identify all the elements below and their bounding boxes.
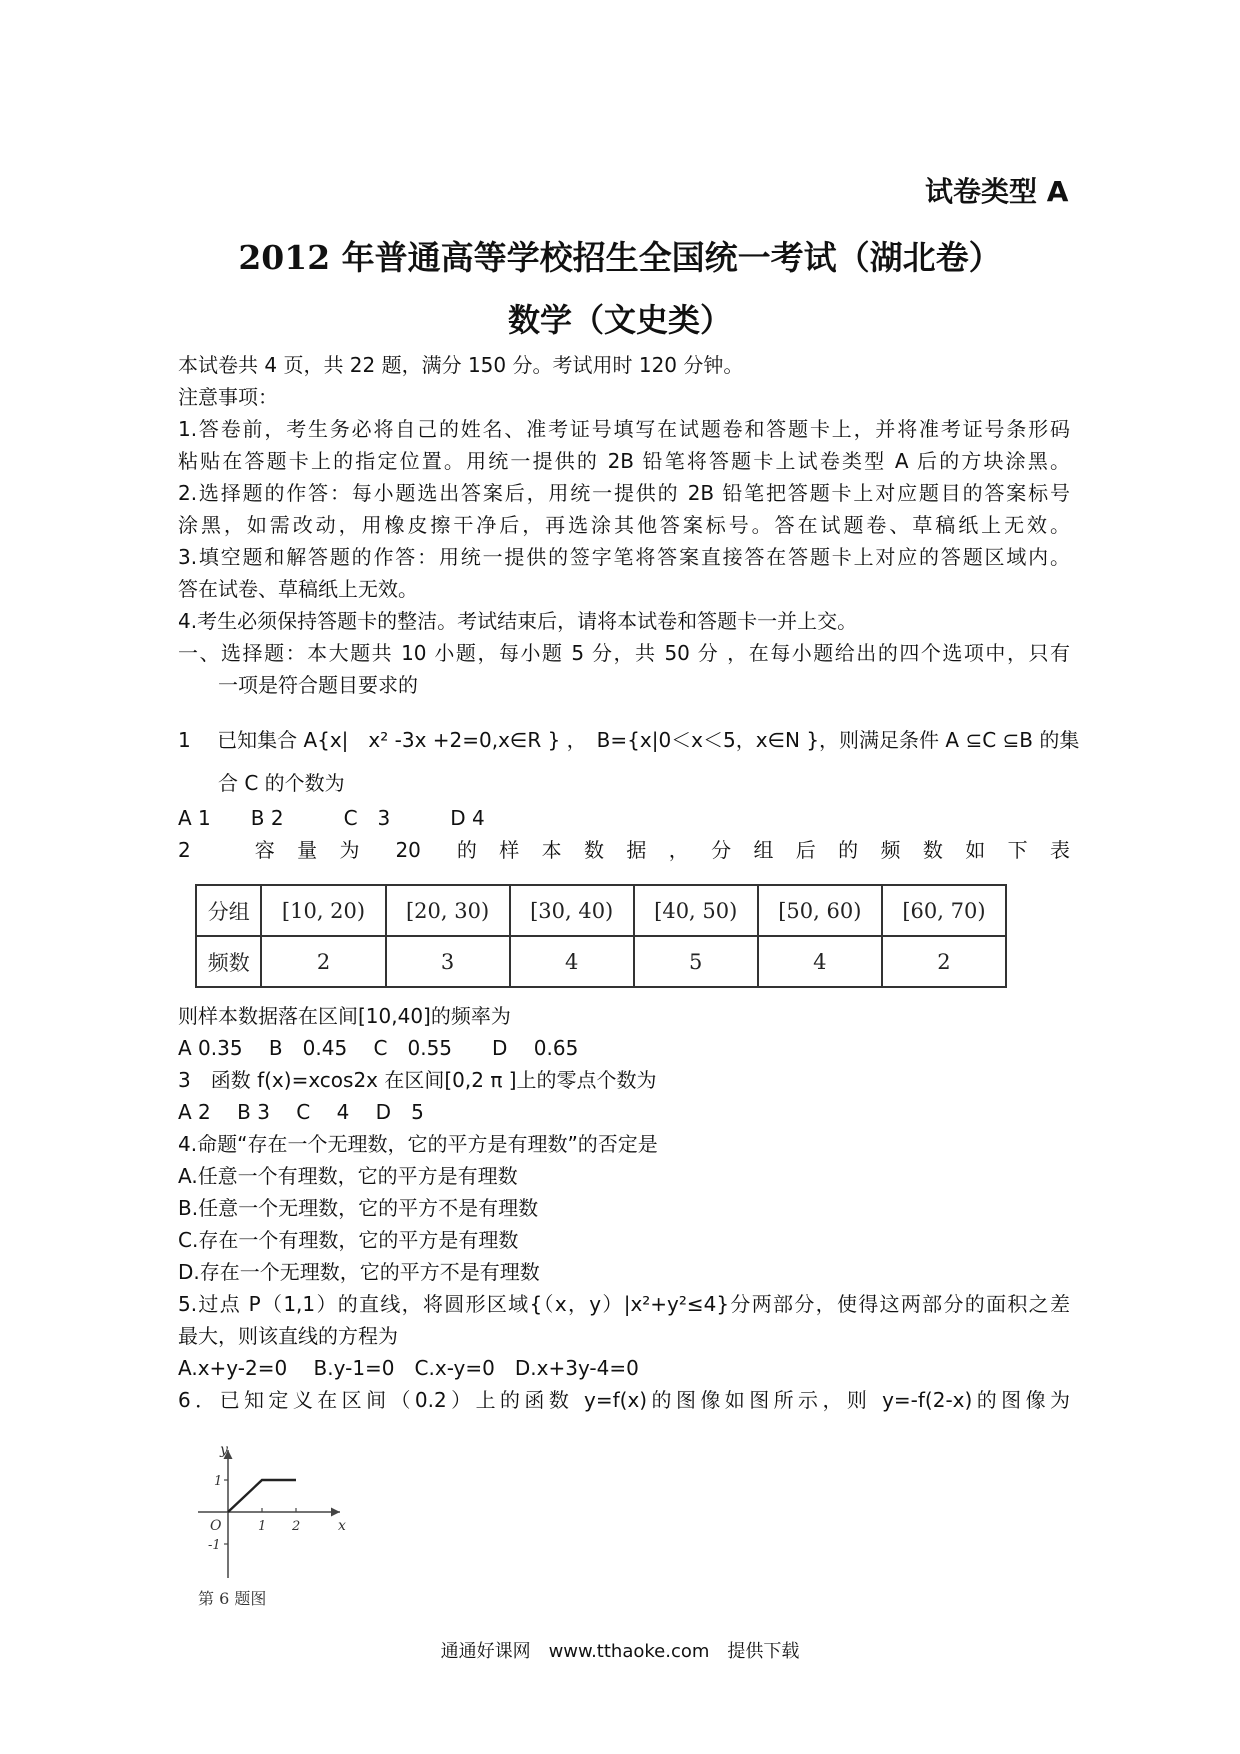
- notice-line: 2.选择题的作答：每小题选出答案后，用统一提供的 2B 铅笔把答题卡上对应题目的答案标号: [178, 481, 1070, 505]
- table-cell: 2: [261, 936, 385, 987]
- question-1-text-cont: 合 C 的个数为: [218, 771, 345, 795]
- table-cell: [30, 40): [510, 885, 634, 936]
- function-line: [228, 1480, 296, 1512]
- exam-title: 2012 年普通高等学校招生全国统一考试（湖北卷）: [238, 238, 1002, 277]
- frequency-table: [195, 884, 1007, 988]
- table-row: [196, 885, 1006, 936]
- notice-line: 4.考生必须保持答题卡的整洁。考试结束后，请将本试卷和答题卡一并上交。: [178, 609, 858, 633]
- question-4-option: A.任意一个有理数，它的平方是有理数: [178, 1164, 518, 1188]
- question-5-text-cont: 最大，则该直线的方程为: [178, 1324, 398, 1348]
- question-2-prompt: 则样本数据落在区间[10,40]的频率为: [178, 1004, 511, 1028]
- question-5-options: A.x+y-2=0 B.y-1=0 C.x-y=0 D.x+3y-4=0: [178, 1356, 639, 1380]
- table-cell: 2: [882, 936, 1006, 987]
- question-6-text: 6．已知定义在区间（0.2）上的函数 y=f(x)的图像如图所示，则 y=-f(2-x)的图像为: [178, 1388, 1070, 1412]
- x-tick-label: 2: [292, 1519, 301, 1534]
- table-cell: 4: [758, 936, 882, 987]
- footer-credit: 通通好课网 www.tthaoke.com 提供下载: [440, 1641, 800, 1662]
- notice-line: 3.填空题和解答题的作答：用统一提供的签字笔将答案直接答在答题卡上对应的答题区域内。: [178, 545, 1070, 569]
- question-2-options: A 0.35 B 0.45 C 0.55 D 0.65: [178, 1036, 579, 1060]
- notice-line: 粘贴在答题卡上的指定位置。用统一提供的 2B 铅笔将答题卡上试卷类型 A 后的方块涂黑。: [178, 449, 1070, 473]
- table-cell: [20, 30): [386, 885, 510, 936]
- question-4-option: D.存在一个无理数，它的平方不是有理数: [178, 1260, 540, 1284]
- notice-heading: 注意事项：: [178, 385, 278, 409]
- table-cell: 5: [634, 936, 758, 987]
- exam-summary: 本试卷共 4 页，共 22 题，满分 150 分。考试用时 120 分钟。: [178, 353, 744, 377]
- table-row: [196, 936, 1006, 987]
- origin-label: O: [210, 1518, 222, 1534]
- question-1-text: 1 已知集合 A{x| x² -3x +2=0,x∈R } ， B={x|0＜x＜5，x∈N }，则满足条件 A ⊆C ⊆B 的集: [178, 728, 1080, 752]
- y-tick-label: -1: [208, 1538, 221, 1553]
- question-4-option: B.任意一个无理数，它的平方不是有理数: [178, 1196, 539, 1220]
- section-heading-cont: 一项是符合题目要求的: [218, 673, 418, 697]
- notice-line: 涂黑，如需改动，用橡皮擦干净后，再选涂其他答案标号。答在试题卷、草稿纸上无效。: [178, 513, 1070, 537]
- paper-type-label: 试卷类型 A: [925, 175, 1069, 208]
- table-cell: 4: [510, 936, 634, 987]
- table-cell: [50, 60): [758, 885, 882, 936]
- notice-line: 1.答卷前，考生务必将自己的姓名、准考证号填写在试题卷和答题卡上，并将准考证号条形码: [178, 417, 1070, 441]
- question-3-options: A 2 B 3 C 4 D 5: [178, 1100, 424, 1124]
- question-5-text: 5.过点 P（1,1）的直线，将圆形区域{（x，y）|x²+y²≤4}分两部分，使得这两部分的面积之差: [178, 1292, 1070, 1316]
- x-axis-label: x: [338, 1518, 346, 1534]
- question-4-text: 4.命题“存在一个无理数，它的平方是有理数”的否定是: [178, 1132, 658, 1156]
- y-axis-label: y: [220, 1442, 228, 1458]
- y-tick-label: 1: [214, 1474, 223, 1489]
- section-heading: 一、选择题：本大题共 10 小题，每小题 5 分，共 50 分 ，在每小题给出的四个选项中，只有: [178, 641, 1070, 665]
- table-cell: 频数: [196, 936, 261, 987]
- question-2-text: 2 容 量 为 20 的 样 本 数 据 ， 分 组 后 的 频 数 如 下 表: [178, 838, 1070, 862]
- table-cell: 3: [386, 936, 510, 987]
- question-4-option: C.存在一个有理数，它的平方是有理数: [178, 1228, 519, 1252]
- figure-caption: 第 6 题图: [198, 1589, 267, 1608]
- table-cell: [10, 20): [261, 885, 385, 936]
- subject-title: 数学（文史类）: [507, 301, 732, 339]
- table-cell: 分组: [196, 885, 261, 936]
- question-1-options: A 1 B 2 C 3 D 4: [178, 806, 485, 830]
- x-tick-label: 1: [258, 1519, 267, 1534]
- notice-line: 答在试卷、草稿纸上无效。: [178, 577, 418, 601]
- question-3-text: 3 函数 f(x)=xcos2x 在区间[0,2 π ]上的零点个数为: [178, 1068, 657, 1092]
- table-cell: [40, 50): [634, 885, 758, 936]
- table-cell: [60, 70): [882, 885, 1006, 936]
- function-graph: [190, 1438, 360, 1610]
